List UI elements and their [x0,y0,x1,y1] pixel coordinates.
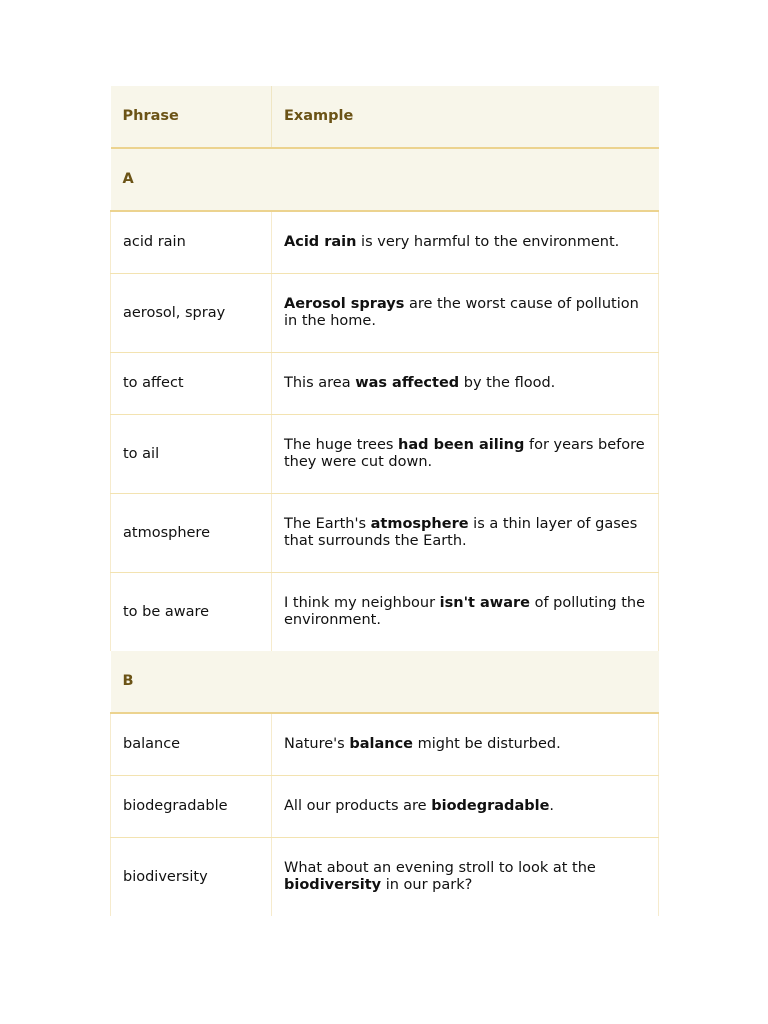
phrase-cell: biodiversity [111,838,272,917]
phrase-cell: atmosphere [111,494,272,573]
table-row [111,415,659,494]
table-row [111,494,659,573]
example-cell: All our products are biodegradable. [272,776,659,838]
phrase-cell: biodegradable [111,776,272,838]
highlighted-phrase: balance [349,736,413,752]
table-row [111,211,659,274]
table-row [111,353,659,415]
highlighted-phrase: isn't aware [439,595,530,611]
example-cell: The huge trees had been ailing for years before they were cut down. [272,415,659,494]
example-column-header: Example [272,86,659,148]
highlighted-phrase: Aerosol sprays [284,296,405,312]
phrase-cell: to affect [111,353,272,415]
highlighted-phrase: atmosphere [370,516,469,532]
example-cell: Nature's balance might be disturbed. [272,713,659,776]
table-row [111,713,659,776]
highlighted-phrase: had been ailing [398,437,525,453]
table-row [111,838,659,917]
example-cell: What about an evening stroll to look at the biodiversity in our park? [272,838,659,917]
phrase-cell: aerosol, spray [111,274,272,353]
section-letter: A [111,148,659,211]
phrase-column-header: Phrase [111,86,272,148]
table-row [111,776,659,838]
example-cell: Aerosol sprays are the worst cause of pollution in the home. [272,274,659,353]
phrase-cell: to be aware [111,573,272,652]
example-cell: This area was affected by the flood. [272,353,659,415]
table-row [111,274,659,353]
section-letter-row [111,148,659,211]
example-cell: Acid rain is very harmful to the environment. [272,211,659,274]
vocabulary-table [110,86,659,916]
example-cell: The Earth's atmosphere is a thin layer of gases that surrounds the Earth. [272,494,659,573]
highlighted-phrase: biodiversity [284,877,382,893]
table-row [111,573,659,652]
section-letter-row [111,651,659,713]
highlighted-phrase: biodegradable [431,798,550,814]
highlighted-phrase: was affected [355,375,460,391]
section-letter: B [111,651,659,713]
phrase-cell: to ail [111,415,272,494]
highlighted-phrase: Acid rain [284,234,357,250]
phrase-cell: acid rain [111,211,272,274]
example-cell: I think my neighbour isn't aware of polluting the environment. [272,573,659,652]
phrase-cell: balance [111,713,272,776]
table-header-row [111,86,659,148]
